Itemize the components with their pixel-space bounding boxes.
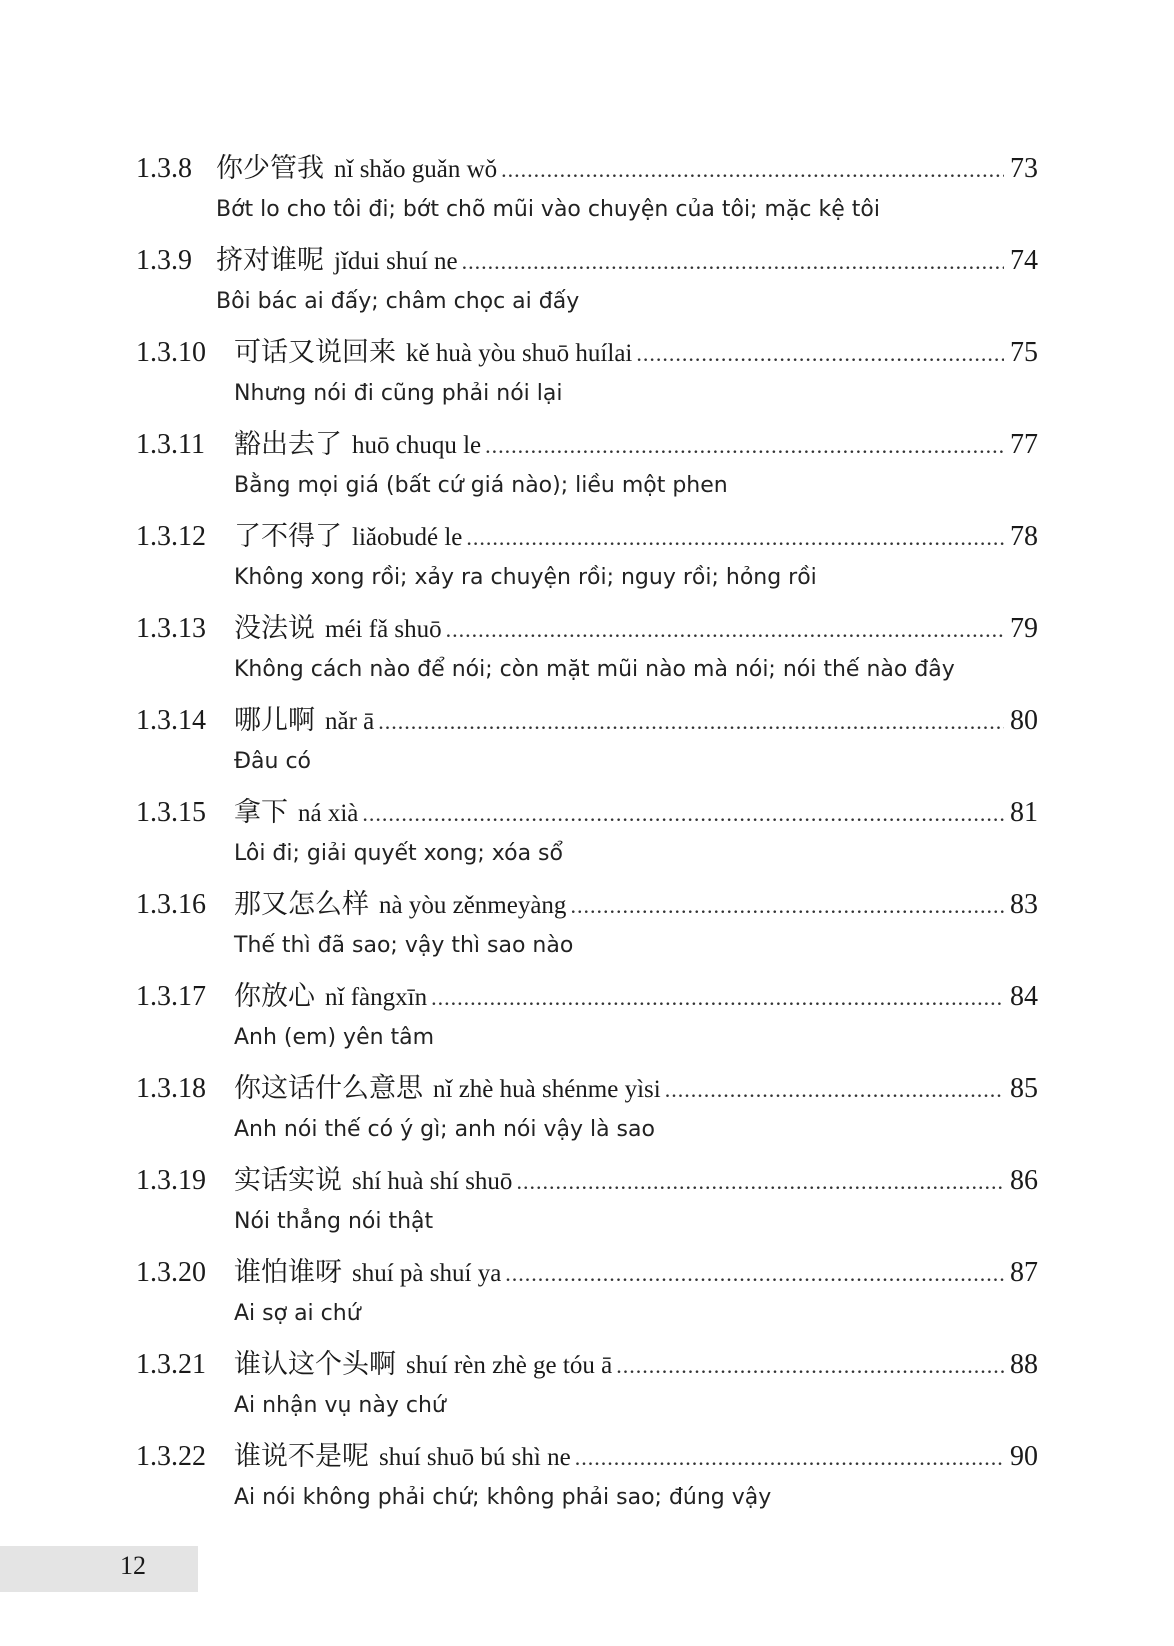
entry-number: 1.3.10 (136, 337, 206, 368)
entry-number: 1.3.8 (136, 153, 192, 184)
chinese-phrase: 拿下 (234, 797, 288, 828)
toc-entry[interactable] (136, 422, 1038, 514)
chinese-phrase: 谁认这个头啊 (234, 1349, 396, 1380)
dot-leader (431, 985, 1004, 1011)
entry-number: 1.3.16 (136, 889, 206, 920)
dot-leader (665, 1077, 1004, 1103)
page-reference: 74 (1010, 245, 1038, 276)
vietnamese-meaning: Bằng mọi giá (bất cứ giá nào); liều một phen (234, 473, 728, 498)
entry-number: 1.3.17 (136, 981, 206, 1012)
dot-leader (636, 341, 1004, 367)
dot-leader (570, 893, 1004, 919)
dot-leader (485, 433, 1004, 459)
chinese-phrase: 那又怎么样 (234, 889, 369, 920)
entry-number: 1.3.20 (136, 1257, 206, 1288)
chinese-phrase: 哪儿啊 (234, 705, 315, 736)
vietnamese-meaning: Nói thẳng nói thật (234, 1209, 434, 1234)
pinyin: ná xià (298, 800, 359, 827)
entry-number: 1.3.15 (136, 797, 206, 828)
dot-leader (362, 801, 1004, 827)
entry-number: 1.3.13 (136, 613, 206, 644)
chinese-phrase: 你少管我 (216, 153, 324, 184)
toc-entry[interactable] (136, 790, 1038, 882)
chinese-phrase: 了不得了 (234, 521, 342, 552)
entry-number: 1.3.22 (136, 1441, 206, 1472)
pinyin: shuí pà shuí ya (352, 1260, 502, 1287)
entry-number: 1.3.11 (136, 429, 205, 460)
toc-entry[interactable] (136, 1434, 1038, 1526)
pinyin: nǐ fàngxīn (325, 984, 428, 1011)
chinese-phrase: 豁出去了 (234, 429, 342, 460)
toc-entry[interactable] (136, 330, 1038, 422)
chinese-phrase: 没法说 (234, 613, 315, 644)
toc-entry[interactable] (136, 698, 1038, 790)
pinyin: nǐ zhè huà shénme yìsi (433, 1076, 661, 1103)
vietnamese-meaning: Nhưng nói đi cũng phải nói lại (234, 381, 563, 406)
page-reference: 80 (1010, 705, 1038, 736)
vietnamese-meaning: Bôi bác ai đấy; châm chọc ai đấy (216, 289, 580, 314)
chinese-phrase: 可话又说回来 (234, 337, 396, 368)
pinyin: huō chuqu le (352, 432, 482, 459)
entry-number: 1.3.9 (136, 245, 192, 276)
page-reference: 73 (1010, 153, 1038, 184)
toc-entry[interactable] (136, 974, 1038, 1066)
vietnamese-meaning: Lôi đi; giải quyết xong; xóa sổ (234, 841, 563, 866)
vietnamese-meaning: Thế thì đã sao; vậy thì sao nào (234, 933, 574, 958)
page-reference: 78 (1010, 521, 1038, 552)
pinyin: shuí shuō bú shì ne (379, 1444, 571, 1471)
pinyin: liǎobudé le (352, 524, 463, 551)
pinyin: nà yòu zěnmeyàng (379, 892, 567, 919)
pinyin: jǐdui shuí ne (334, 248, 458, 275)
table-of-contents (136, 146, 1038, 1526)
toc-entry[interactable] (136, 238, 1038, 330)
dot-leader (378, 709, 1004, 735)
toc-entry[interactable] (136, 606, 1038, 698)
vietnamese-meaning: Bớt lo cho tôi đi; bớt chõ mũi vào chuyện của tôi; mặc kệ tôi (216, 197, 880, 222)
pinyin: nǐ shǎo guǎn wǒ (334, 156, 498, 183)
page-reference: 79 (1010, 613, 1038, 644)
toc-entry[interactable] (136, 1066, 1038, 1158)
entry-number: 1.3.18 (136, 1073, 206, 1104)
page-reference: 88 (1010, 1349, 1038, 1380)
chinese-phrase: 你这话什么意思 (234, 1073, 423, 1104)
toc-entry[interactable] (136, 1158, 1038, 1250)
vietnamese-meaning: Không cách nào để nói; còn mặt mũi nào mà nói; nói thế nào đây (234, 657, 955, 682)
chinese-phrase: 你放心 (234, 981, 315, 1012)
page-number: 12 (120, 1551, 146, 1580)
page-reference: 83 (1010, 889, 1038, 920)
vietnamese-meaning: Không xong rồi; xảy ra chuyện rồi; nguy rồi; hỏng rồi (234, 565, 817, 590)
vietnamese-meaning: Ai sợ ai chứ (234, 1301, 361, 1326)
chinese-phrase: 挤对谁呢 (216, 245, 324, 276)
dot-leader (616, 1353, 1004, 1379)
page-reference: 90 (1010, 1441, 1038, 1472)
pinyin: kě huà yòu shuō huílai (406, 340, 633, 367)
entry-number: 1.3.14 (136, 705, 206, 736)
dot-leader (505, 1261, 1004, 1287)
pinyin: shuí rèn zhè ge tóu ā (406, 1352, 613, 1379)
dot-leader (575, 1445, 1004, 1471)
chinese-phrase: 实话实说 (234, 1165, 342, 1196)
pinyin: shí huà shí shuō (352, 1168, 513, 1195)
vietnamese-meaning: Đâu có (234, 749, 312, 774)
vietnamese-meaning: Ai nói không phải chứ; không phải sao; đúng vậy (234, 1485, 772, 1510)
dot-leader (466, 525, 1004, 551)
dot-leader (516, 1169, 1004, 1195)
page-reference: 86 (1010, 1165, 1038, 1196)
page-reference: 81 (1010, 797, 1038, 828)
toc-entry[interactable] (136, 1342, 1038, 1434)
pinyin: nǎr ā (325, 708, 375, 735)
entry-number: 1.3.19 (136, 1165, 206, 1196)
vietnamese-meaning: Anh (em) yên tâm (234, 1025, 435, 1050)
toc-entry[interactable] (136, 882, 1038, 974)
vietnamese-meaning: Anh nói thế có ý gì; anh nói vậy là sao (234, 1117, 655, 1142)
chinese-phrase: 谁怕谁呀 (234, 1257, 342, 1288)
entry-number: 1.3.21 (136, 1349, 206, 1380)
footer-page-tab (0, 1546, 198, 1592)
page-reference: 87 (1010, 1257, 1038, 1288)
pinyin: méi fǎ shuō (325, 616, 442, 643)
page-reference: 77 (1010, 429, 1038, 460)
toc-entry[interactable] (136, 146, 1038, 238)
toc-entry[interactable] (136, 1250, 1038, 1342)
dot-leader (501, 157, 1004, 183)
dot-leader (446, 617, 1004, 643)
page-reference: 85 (1010, 1073, 1038, 1104)
chinese-phrase: 谁说不是呢 (234, 1441, 369, 1472)
page-reference: 75 (1010, 337, 1038, 368)
entry-number: 1.3.12 (136, 521, 206, 552)
dot-leader (462, 249, 1004, 275)
toc-entry[interactable] (136, 514, 1038, 606)
page-reference: 84 (1010, 981, 1038, 1012)
vietnamese-meaning: Ai nhận vụ này chứ (234, 1393, 446, 1418)
